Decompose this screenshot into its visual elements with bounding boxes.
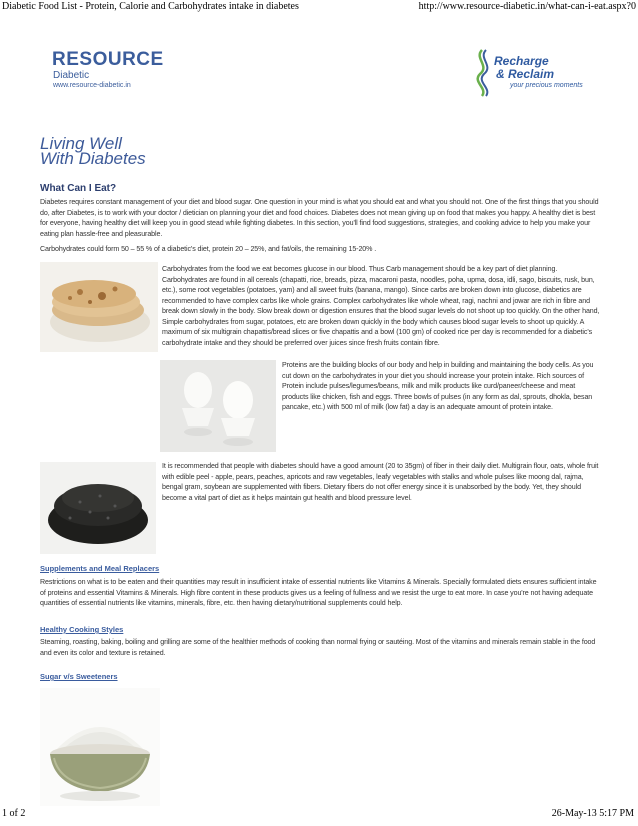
carbohydrates-paragraph: Carbohydrates from the food we eat becomes glucose in our blood. Thus Carb management should be a key part of diet planning. Carbohydrates are found in all cereals (chapatti, rice, breads, pizza, macaroni pasta, noodles, poha, upma, dosa, idli, sago, biscuits, rusk, bun, etc.), some root vegetables (potatoes, yam) and all sweet fruits (banana, mango). Since carbs are broken down into glucose, diabetics are recommended to have complex carbs like whole grains. Complex carbohydrates like whole wheat, ragi, nachni and jowar are rich in fibre and break down slowly in the body. Slow break down or digestion ensures that the blood sugar levels do not shoot up too quickly. On the other hand, Simple carbohydrates from sugar, potatoes, etc are broken down quickly in the body which causes blood sugar levels to shoot up quickly. A maximum of six multigrain chapattis/bread slices or five chapattis and a bowl (100 gm) of cooked rice per day is recommended for a diabetic's carbohydrate intake and they should be preferred over juices since fresh fruits contain fibre. [162,265,600,347]
sugar-bowl-image [40,688,160,806]
cooking-styles-heading-link[interactable]: Healthy Cooking Styles [40,625,124,634]
page-title-line1: Living Well [40,134,122,153]
page-title-line2: With Diabetes [40,149,146,168]
print-header-title: Diabetic Food List - Protein, Calorie and Carbohydrates intake in diabetes [2,1,299,12]
black-beans-image [40,462,156,554]
logo-url: www.resource-diabetic.in [53,82,131,89]
logo-recharge-tagline: your precious moments [510,82,583,89]
protein-paragraph: Proteins are the building blocks of our body and help in building and maintaining the body cells. As you cut down on the carbohydrates in your diet you should increase your protein intake. Rich sources of Protein include pulses/legumes/beans, milk and milk products like curd/paneer/cheese and meat products like chicken, fish and eggs. Three bowls of pulses (in any form as dal, sprouts, dhokla, besan pancake, etc.) with 500 ml of milk (low fat) a day is an adequate amount of protein intake. [282,361,594,411]
logo-brand: RESOURCE [52,49,164,70]
fibre-paragraph: It is recommended that people with diabetes should have a good amount (20 to 35gm) of fiber in their daily diet. Multigrain flour, oats, whole fruit with edible peel - apple, pears, peaches, apricots and raw vegetables, leafy vegetables with stalks and whole pulses like moong dal, rajma, bengal gram, soybean are supplemented with fibers. Dietary fibers do not offer energy since it is unabsorbed by the body. Yet, they should become a vital part of diet as it helps maintain gut health and blood pressure level. [162,462,599,502]
logo-recharge-line2: & Reclaim [496,67,555,81]
ribbon-icon [470,48,496,98]
logo-sub: Diabetic [53,70,90,81]
chapatti-image [40,262,158,352]
what-can-i-eat-heading: What Can I Eat? [40,183,117,194]
print-footer-page: 1 of 2 [2,808,26,819]
diet-ratio-paragraph: Carbohydrates could form 50 – 55 % of a diabetic's diet, protein 20 – 25%, and fat/oils, the remaining 15-20% . [40,245,377,253]
eggs-image [160,360,276,452]
supplements-paragraph: Restrictions on what is to be eaten and their quantities may result in insufficient intake of essential nutrients like Vitamins & Minerals. Specially formulated diets ensures sufficient intake of proteins and essential Vitamins & Minerals. High fibre content in these products gives us a feeling of fullness and we resist the urge to eat more. In case you're not having adequate quantities of essential nutrients like vitamins, minerals, fibre, etc. then having dietary/nutritional supplements could help. [40,578,597,607]
supplements-heading-link[interactable]: Supplements and Meal Replacers [40,564,160,573]
print-header [0,0,638,16]
cooking-styles-paragraph: Steaming, roasting, baking, boiling and grilling are some of the healthier methods of cooking than normal frying or sautéing. Most of the vitamins and minerals remain stable in the food and even its color and texture is retained. [40,638,596,657]
print-footer-datetime: 26-May-13 5:17 PM [551,808,634,819]
print-footer [0,808,638,824]
recharge-reclaim-logo[interactable] [470,48,590,98]
resource-diabetic-logo[interactable] [52,49,164,92]
sugar-sweeteners-heading-link[interactable]: Sugar v/s Sweeteners [40,672,118,681]
print-header-url: http://www.resource-diabetic.in/what-can-i-eat.aspx?0 [418,1,636,12]
page-title [40,136,146,166]
logo-recharge-line1: Recharge [494,54,549,68]
intro-paragraph: Diabetes requires constant management of your diet and blood sugar. One question in your mind is what you should eat and what you should not. One of the first things that you should do, after Diabetes, is to work with your doctor / dietician on planning your diet and food choices. Diabetes does not mean giving up on food that makes you happy. A healthy diet is best for everyone, having healthy diet will keep you in good stead while fighting diabetes. In this section, you'll find food suggestions, strategies, and cooking advice to help you make your eating plan hassle-free and pleasurable. [40,198,599,238]
